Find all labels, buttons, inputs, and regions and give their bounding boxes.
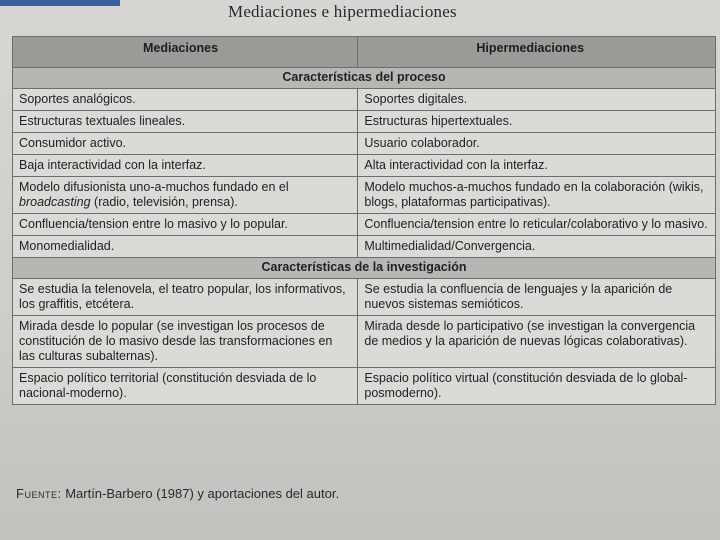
cell-mediaciones: Soportes analógicos. xyxy=(13,89,358,111)
cell-mediaciones: Se estudia la telenovela, el teatro popular, los informativos, los graffitis, etcétera. xyxy=(13,279,358,316)
table-row xyxy=(13,133,716,155)
section-title-proceso: Características del proceso xyxy=(13,68,716,89)
cell-hipermediaciones: Multimedialidad/Convergencia. xyxy=(358,236,716,258)
cell-hipermediaciones: Confluencia/tension entre lo reticular/colaborativo y lo masivo. xyxy=(358,214,716,236)
cell-mediaciones: Confluencia/tension entre lo masivo y lo popular. xyxy=(13,214,358,236)
cell-mediaciones: Estructuras textuales lineales. xyxy=(13,111,358,133)
table-row xyxy=(13,155,716,177)
cell-hipermediaciones: Soportes digitales. xyxy=(358,89,716,111)
cell-mediaciones xyxy=(13,177,358,214)
comparison-table xyxy=(12,36,716,405)
cell-hipermediaciones: Usuario colaborador. xyxy=(358,133,716,155)
cell-hipermediaciones: Modelo muchos-a-muchos fundado en la colaboración (wikis, blogs, plataformas participativas). xyxy=(358,177,716,214)
cell-mediaciones: Espacio político territorial (constitución desviada de lo nacional-moderno). xyxy=(13,368,358,405)
table-row xyxy=(13,236,716,258)
table-row xyxy=(13,214,716,236)
page-corner-mark xyxy=(0,0,120,6)
header-hipermediaciones: Hipermediaciones xyxy=(358,37,716,68)
table-row xyxy=(13,177,716,214)
cell-mediaciones: Baja interactividad con la interfaz. xyxy=(13,155,358,177)
cell-hipermediaciones: Mirada desde lo participativo (se investigan la convergencia de medios y la aparición de nuevas lógicas colaborativas). xyxy=(358,316,716,368)
cell-mediaciones: Consumidor activo. xyxy=(13,133,358,155)
section-row xyxy=(13,68,716,89)
cell-text: (radio, televisión, prensa). xyxy=(90,195,238,209)
cell-text: Modelo difusionista uno-a-muchos fundado en el xyxy=(19,180,289,194)
table-row xyxy=(13,316,716,368)
section-row xyxy=(13,258,716,279)
cell-mediaciones: Mirada desde lo popular (se investigan los procesos de constitución de lo masivo desde las transformaciones en las culturas subalternas). xyxy=(13,316,358,368)
table-row xyxy=(13,89,716,111)
section-title-investigacion: Características de la investigación xyxy=(13,258,716,279)
cell-hipermediaciones: Espacio político virtual (constitución desviada de lo global-posmoderno). xyxy=(358,368,716,405)
table-row xyxy=(13,368,716,405)
source-label: Fuente: xyxy=(16,486,62,501)
table-row xyxy=(13,279,716,316)
cell-emphasis: broadcasting xyxy=(19,195,91,209)
table-row xyxy=(13,111,716,133)
cell-hipermediaciones: Estructuras hipertextuales. xyxy=(358,111,716,133)
cell-hipermediaciones: Alta interactividad con la interfaz. xyxy=(358,155,716,177)
cell-mediaciones: Monomedialidad. xyxy=(13,236,358,258)
cell-hipermediaciones: Se estudia la confluencia de lenguajes y la aparición de nuevos sistemas semióticos. xyxy=(358,279,716,316)
source-note xyxy=(16,486,339,501)
source-text: Martín-Barbero (1987) y aportaciones del autor. xyxy=(65,486,340,501)
table-header-row xyxy=(13,37,716,68)
page-title: Mediaciones e hipermediaciones xyxy=(228,2,457,21)
header-mediaciones: Mediaciones xyxy=(13,37,358,68)
